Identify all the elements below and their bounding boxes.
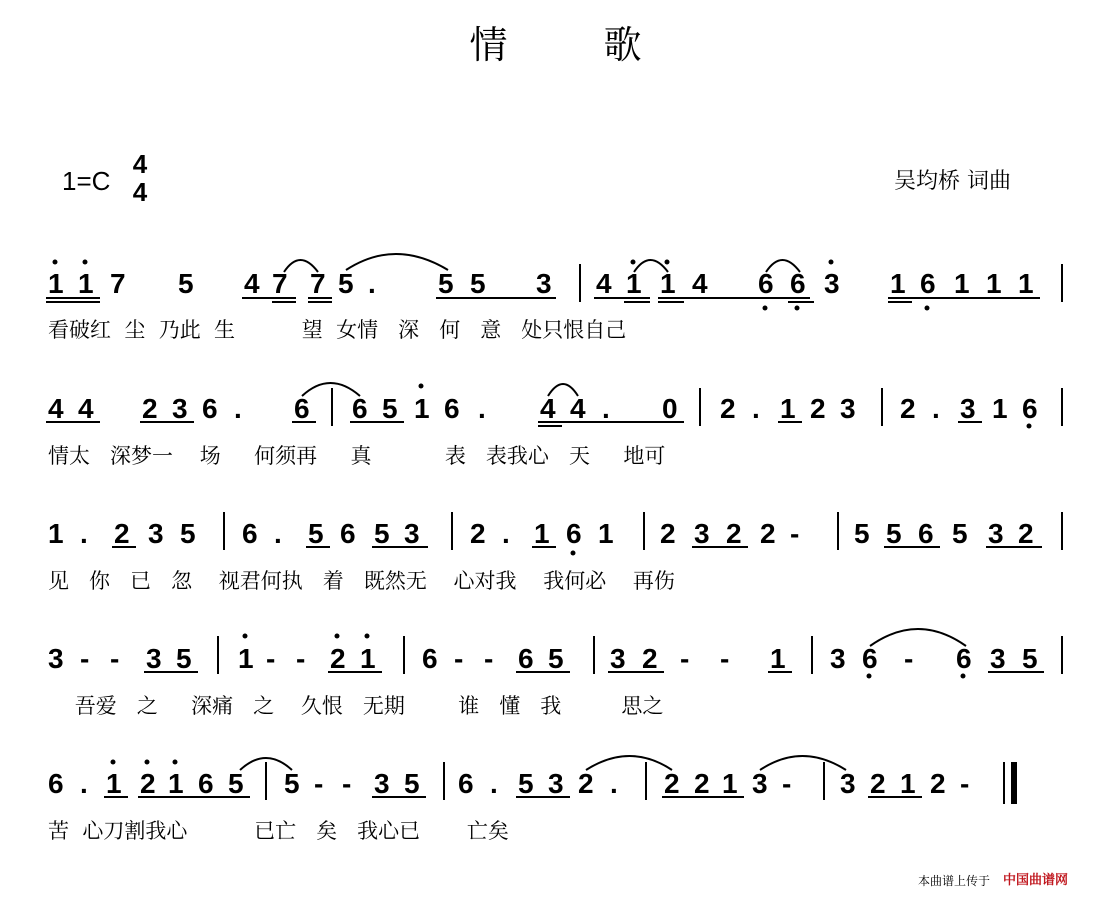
note: 1 (168, 768, 184, 799)
note: . (602, 393, 610, 424)
note: 3 (824, 268, 840, 299)
note: 2 (470, 518, 486, 549)
note: 1 (78, 268, 94, 299)
note: 4 (244, 268, 260, 299)
note: 1 (626, 268, 642, 299)
note: 1 (360, 643, 376, 674)
note: 5 (438, 268, 454, 299)
beams (46, 298, 1044, 797)
note: - (960, 768, 970, 799)
note: 2 (694, 768, 710, 799)
page-title: 情歌 (469, 23, 738, 67)
note: 6 (920, 268, 936, 299)
note: 1 (106, 768, 122, 799)
note: 1 (954, 268, 970, 299)
note: 1 (780, 393, 796, 424)
note: 2 (930, 768, 946, 799)
note: 6 (340, 518, 356, 549)
note: 1 (48, 518, 64, 549)
note: 1 (900, 768, 916, 799)
note: 0 (662, 393, 678, 424)
note: 5 (176, 643, 192, 674)
note: 2 (330, 643, 346, 674)
note: 3 (146, 643, 162, 674)
note: 3 (610, 643, 626, 674)
note: - (680, 643, 690, 674)
note: 3 (830, 643, 846, 674)
note: 3 (840, 393, 856, 424)
note: 5 (952, 518, 968, 549)
note: . (234, 393, 242, 424)
note: 2 (870, 768, 886, 799)
note: 3 (536, 268, 552, 299)
note: 2 (900, 393, 916, 424)
note: 3 (960, 393, 976, 424)
note: 5 (854, 518, 870, 549)
note: - (266, 643, 276, 674)
note: 2 (720, 393, 736, 424)
composer-credit: 吴均桥 词曲 (894, 169, 1011, 194)
note: . (274, 518, 282, 549)
note: 6 (1022, 393, 1038, 424)
note: 3 (990, 643, 1006, 674)
note: 6 (956, 643, 972, 674)
note: 7 (110, 268, 126, 299)
time-signature-bottom: 4 (132, 177, 148, 207)
note: . (80, 768, 88, 799)
site-logo[interactable]: 中国曲谱网 (1003, 873, 1069, 888)
note: 4 (48, 393, 64, 424)
note: - (296, 643, 306, 674)
note: 1 (992, 393, 1008, 424)
note: 5 (284, 768, 300, 799)
note: 1 (414, 393, 430, 424)
note: . (932, 393, 940, 424)
note: 6 (48, 768, 64, 799)
note: 1 (890, 268, 906, 299)
note: 2 (664, 768, 680, 799)
note: 5 (518, 768, 534, 799)
note: . (490, 768, 498, 799)
note: 5 (886, 518, 902, 549)
note: - (782, 768, 792, 799)
upload-note: 本曲谱上传于 (918, 874, 991, 888)
note: 6 (294, 393, 310, 424)
note: - (454, 643, 464, 674)
note: 3 (404, 518, 420, 549)
note: 1 (722, 768, 738, 799)
note: . (610, 768, 618, 799)
note: 3 (48, 643, 64, 674)
note: - (720, 643, 730, 674)
note: 5 (382, 393, 398, 424)
note: 1 (770, 643, 786, 674)
note: - (80, 643, 90, 674)
note: 2 (142, 393, 158, 424)
note: 5 (338, 268, 354, 299)
note: 2 (642, 643, 658, 674)
note: - (110, 643, 120, 674)
note: 4 (540, 393, 556, 424)
time-signature-top: 4 (132, 149, 148, 179)
note: 1 (660, 268, 676, 299)
note: 6 (862, 643, 878, 674)
note: 5 (178, 268, 194, 299)
note: 4 (692, 268, 708, 299)
note: 6 (422, 643, 438, 674)
note: 1 (598, 518, 614, 549)
note: . (502, 518, 510, 549)
note: 6 (458, 768, 474, 799)
note: - (904, 643, 914, 674)
note: 3 (374, 768, 390, 799)
note: . (80, 518, 88, 549)
lyrics-row-3: 见 你 已 忽 视君何执 着 既然无 心对我 我何必 再伤 (48, 569, 675, 593)
note: 2 (810, 393, 826, 424)
note: 3 (148, 518, 164, 549)
note: . (478, 393, 486, 424)
lyrics-row-5: 苦 心刀割我心 已亡 矣 我心已 亡矣 (48, 819, 509, 843)
note: 5 (228, 768, 244, 799)
note: 3 (988, 518, 1004, 549)
key-signature: 1=C (62, 166, 111, 196)
note: 5 (180, 518, 196, 549)
note: 6 (758, 268, 774, 299)
note: . (368, 268, 376, 299)
note: 6 (352, 393, 368, 424)
note: 1 (48, 268, 64, 299)
note: 5 (470, 268, 486, 299)
note: 2 (660, 518, 676, 549)
note: 6 (918, 518, 934, 549)
note: 4 (570, 393, 586, 424)
note: 6 (242, 518, 258, 549)
note: - (314, 768, 324, 799)
note: 5 (308, 518, 324, 549)
note: 1 (238, 643, 254, 674)
note: 4 (78, 393, 94, 424)
note: 3 (840, 768, 856, 799)
lyrics-row-4: 吾爱 之 深痛 之 久恨 无期 谁 懂 我 思之 (48, 694, 664, 718)
note: 3 (172, 393, 188, 424)
note: 1 (1018, 268, 1034, 299)
note: 2 (760, 518, 776, 549)
note: - (342, 768, 352, 799)
note: 7 (310, 268, 326, 299)
note: 3 (694, 518, 710, 549)
note: 5 (1022, 643, 1038, 674)
note: 5 (548, 643, 564, 674)
note: 6 (518, 643, 534, 674)
note: 2 (578, 768, 594, 799)
note: - (484, 643, 494, 674)
note: 7 (272, 268, 288, 299)
note: 6 (790, 268, 806, 299)
note: 6 (198, 768, 214, 799)
note: 6 (566, 518, 582, 549)
lyrics-row-1: 看破红 尘 乃此 生 望 女情 深 何 意 处只恨自己 (48, 318, 627, 342)
note: 2 (140, 768, 156, 799)
note: 1 (534, 518, 550, 549)
note: 1 (986, 268, 1002, 299)
note: - (790, 518, 800, 549)
note: 6 (202, 393, 218, 424)
note: 3 (752, 768, 768, 799)
note: 5 (404, 768, 420, 799)
note: 6 (444, 393, 460, 424)
lyrics-row-2: 情太 深梦一 场 何须再 真 表 表我心 天 地可 (48, 444, 666, 468)
note: 2 (726, 518, 742, 549)
note: . (752, 393, 760, 424)
note: 5 (374, 518, 390, 549)
note: 3 (548, 768, 564, 799)
note: 4 (596, 268, 612, 299)
note: 2 (1018, 518, 1034, 549)
note: 2 (114, 518, 130, 549)
